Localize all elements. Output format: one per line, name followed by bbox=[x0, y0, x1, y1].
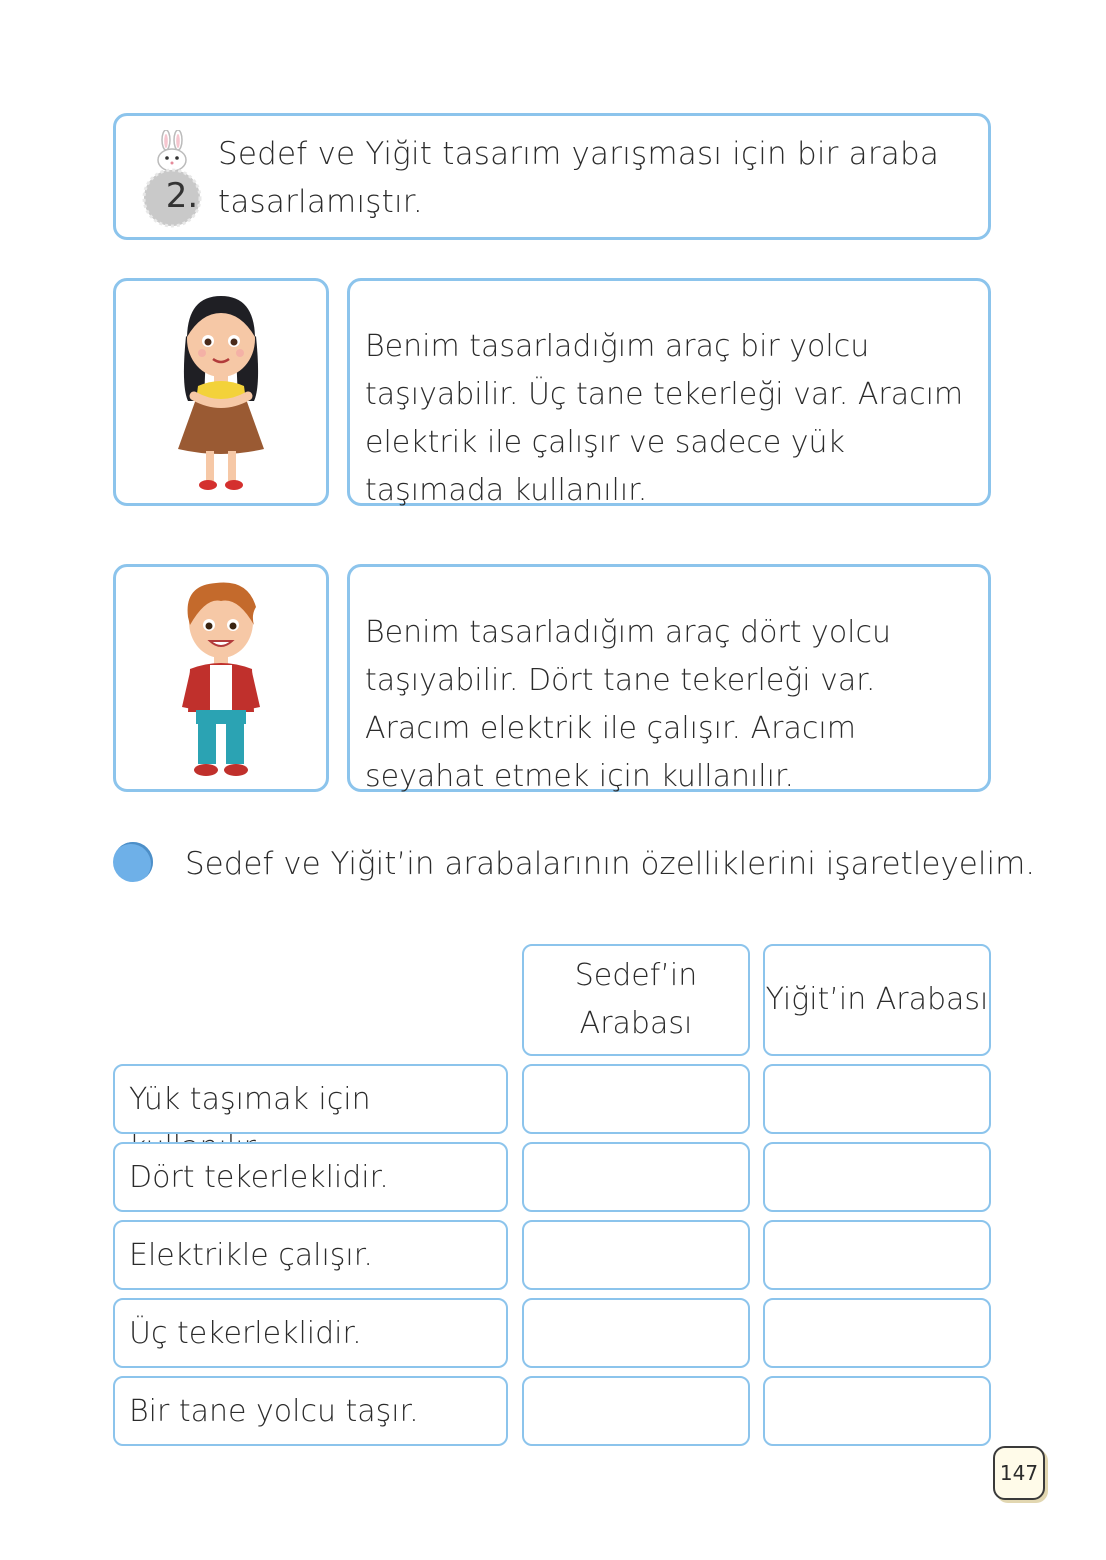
row-label: Elektrikle çalışır. bbox=[129, 1238, 373, 1273]
column-header-yigit bbox=[763, 944, 991, 1056]
check-cell-yigit[interactable] bbox=[763, 1298, 991, 1368]
column-header-sedef bbox=[522, 944, 750, 1056]
yigit-speech-box bbox=[347, 564, 991, 792]
girl-character-icon bbox=[166, 291, 276, 496]
row-label-box bbox=[113, 1142, 508, 1212]
sedef-speech-text: Benim tasarladığım araç bir yolcu taşıyabilir. Üç tane tekerleği var. Aracım elektrik ile çalışır ve sadece yük taşımada kullanılır. bbox=[365, 329, 964, 508]
boy-character-icon bbox=[166, 577, 276, 782]
check-cell-sedef[interactable] bbox=[522, 1064, 750, 1134]
check-cell-sedef[interactable] bbox=[522, 1220, 750, 1290]
question-text: Sedef ve Yiğit tasarım yarışması için bir araba tasarlamıştır. bbox=[218, 136, 940, 220]
question-number: 2. bbox=[165, 176, 199, 216]
column-header-yigit-label: Yiğit’in Arabası bbox=[765, 982, 989, 1017]
row-label-box bbox=[113, 1220, 508, 1290]
row-label: Üç tekerleklidir. bbox=[129, 1316, 362, 1351]
row-label: Bir tane yolcu taşır. bbox=[129, 1394, 419, 1429]
row-label-box bbox=[113, 1298, 508, 1368]
sedef-portrait-box bbox=[113, 278, 329, 506]
check-cell-yigit[interactable] bbox=[763, 1064, 991, 1134]
check-cell-yigit[interactable] bbox=[763, 1376, 991, 1446]
check-cell-sedef[interactable] bbox=[522, 1376, 750, 1446]
row-label: Yük taşımak için bbox=[129, 1082, 371, 1117]
column-header-sedef-label: Sedef’in Arabası bbox=[574, 958, 698, 1041]
yigit-speech-text: Benim tasarladığım araç dört yolcu taşıyabilir. Dört tane tekerleği var. Aracım elektrik ile çalışır. Aracım seyahat etmek için kullanılır. bbox=[365, 615, 892, 794]
check-cell-sedef[interactable] bbox=[522, 1142, 750, 1212]
question-box bbox=[113, 113, 991, 240]
check-cell-yigit[interactable] bbox=[763, 1142, 991, 1212]
row-label-box bbox=[113, 1376, 508, 1446]
row-label-box bbox=[113, 1064, 508, 1134]
sedef-speech-box bbox=[347, 278, 991, 506]
check-cell-sedef[interactable] bbox=[522, 1298, 750, 1368]
check-cell-yigit[interactable] bbox=[763, 1220, 991, 1290]
page-number: 147 bbox=[993, 1446, 1045, 1500]
yigit-portrait-box bbox=[113, 564, 329, 792]
row-label: Dört tekerleklidir. bbox=[129, 1160, 389, 1195]
bullet-circle-icon bbox=[113, 842, 153, 882]
instruction-text: Sedef ve Yiğit’in arabalarının özelliklerini işaretleyelim. bbox=[185, 846, 1036, 882]
